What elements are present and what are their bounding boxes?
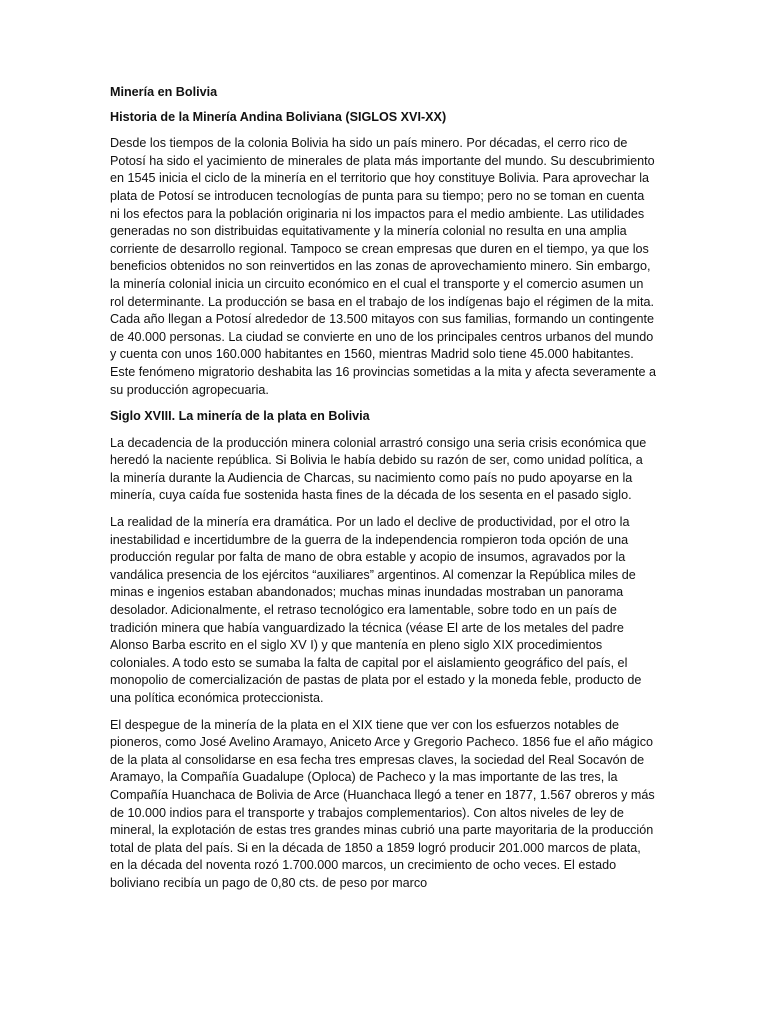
paragraph-decadencia: La decadencia de la producción minera colonial arrastró consigo una seria crisis económica que heredó la naciente república. Si Bolivia le había debido su razón de ser, como unidad política, a la minería durante la Audiencia de Charcas, su nacimiento como país no pudo apoyarse en la minería, cuya caída fue sostenida hasta fines de la década de los sesenta en el pasado siglo. bbox=[110, 435, 647, 503]
section-heading-historia: Historia de la Minería Andina Boliviana (SIGLOS XVI-XX) bbox=[110, 109, 447, 124]
section-heading-siglo-xviii: Siglo XVIII. La minería de la plata en Bolivia bbox=[110, 409, 370, 424]
document-page bbox=[110, 84, 656, 902]
paragraph-historia: Desde los tiempos de la colonia Bolivia ha sido un país minero. Por décadas, el cerro rico de Potosí ha sido el yacimiento de minerales de plata más importante del mundo. Su descubrimiento en 1545 inicia el ciclo de la minería en el territorio que hoy constituye Bolivia. Para aprovechar la plata de Potosí se introducen tecnologías de punta para su tiempo; pero no se toman en cuenta ni los efectos para la población originaria ni los impactos para el medio ambiente. Las utilidades generadas no son distribuidas equitativamente y la minería colonial no resulta en una amplia corriente de desarrollo regional. Tampoco se crean empresas que duren en el tiempo, ya que los beneficios obtenidos no son reinvertidos en las zonas de aprovechamiento minero. Sin embargo, la minería colonial inicia un circuito económico en el cual el transporte y el comercio asumen un rol determinante. La producción se basa en el trabajo de los indígenas bajo el régimen de la mita. Cada año llegan a Potosí alrededor de 13.500 mitayos con sus familias, formando un contingente de 40.000 personas. La ciudad se convierte en uno de los principales centros urbanos del mundo y cuenta con unos 160.000 habitantes en 1560, mientras Madrid solo tiene 45.000 habitantes. Este fenómeno migratorio deshabita las 16 provincias sometidas a la mita y afecta severamente a su producción agropecuaria. bbox=[110, 136, 657, 397]
document-title: Minería en Bolivia bbox=[110, 85, 218, 99]
paragraph-despegue: El despegue de la minería de la plata en el XIX tiene que ver con los esfuerzos notables de pioneros, como José Avelino Aramayo, Aniceto Arce y Gregorio Pacheco. 1856 fue el año mágico de la plata al consolidarse en esa fecha tres empresas claves, la sociedad del Real Socavón de Aramayo, la Compañía Guadalupe (Oploca) de Pacheco y la mas importante de las tres, la Compañía Huanchaca de Bolivia de Arce (Huanchaca llegó a tener en 1877, 1.567 obreros y más de 10.000 indios para el transporte y trabajos complementarios). Con altos niveles de ley de mineral, la explotación de estas tres grandes minas cubrió una parte mayoritaria de la producción total de plata del país. Si en la década de 1850 a 1859 logró producir 201.000 marcos de plata, en la década del noventa rozó 1.700.000 marcos, un crecimiento de ocho veces. El estado boliviano recibía un pago de 0,80 cts. de peso por marco bbox=[110, 717, 655, 890]
paragraph-realidad: La realidad de la minería era dramática. Por un lado el declive de productividad, por el otro la inestabilidad e incertidumbre de la guerra de la independencia rompieron toda opción de una producción regular por falta de mano de obra estable y acopio de insumos, agravados por la vandálica presencia de los ejércitos “auxiliares” argentinos. Al comenzar la República miles de minas e ingenios estaban abandonados; muchas minas inundadas mostraban un panorama desolador. Adicionalmente, el retraso tecnológico era lamentable, sobre todo en un país de tradición minera que había vanguardizado la técnica (véase El arte de los metales del padre Alonso Barba escrito en el siglo XV I) y que mantenía en pleno siglo XIX procedimientos coloniales. A todo esto se sumaba la falta de capital por el aislamiento geográfico del país, el monopolio de comercialización de pastas de plata por el estado y la moneda feble, producto de una política económica proteccionista. bbox=[110, 515, 642, 705]
